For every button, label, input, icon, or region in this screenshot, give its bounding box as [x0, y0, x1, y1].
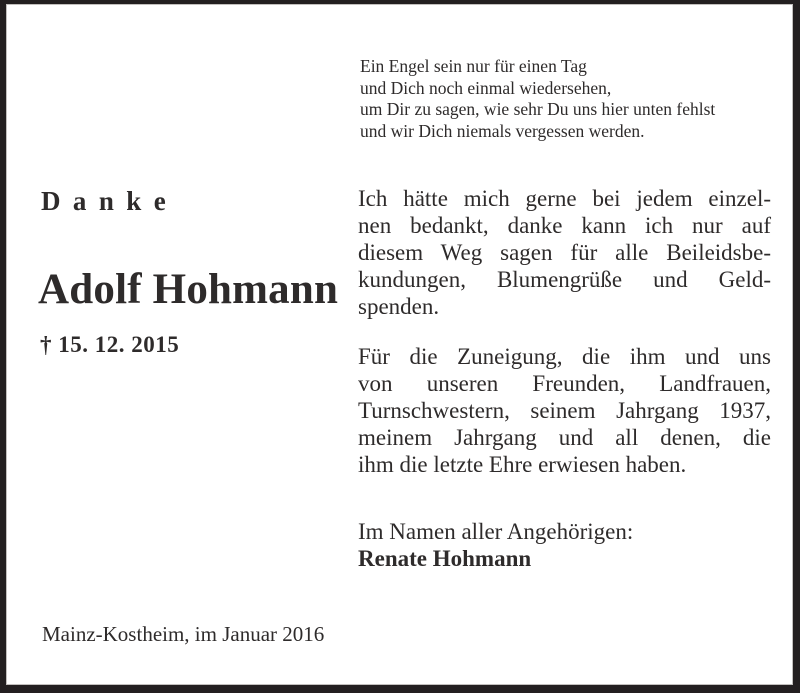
poem-line: und wir Dich niemals vergessen werden. [360, 120, 645, 141]
poem-line: Ein Engel sein nur für einen Tag [360, 56, 587, 76]
poem-line: und Dich noch einmal wiedersehen, [360, 77, 612, 98]
body-line: kundungen, Blumengrüße und Geld- [358, 267, 771, 292]
body-line: von unseren Freunden, Landfrauen, [358, 371, 771, 396]
body-line: meinem Jahrgang und all denen, die [358, 425, 771, 450]
poem [360, 56, 770, 142]
thanks-paragraph-2 [358, 343, 771, 478]
body-line: ihm die letzte Ehre erwiesen haben. [358, 452, 687, 477]
signature-name: Renate Hohmann [358, 546, 532, 571]
thanks-paragraph-1 [358, 185, 771, 320]
body-line: Turnschwestern, seinem Jahrgang 1937, [358, 398, 771, 423]
death-date: † 15. 12. 2015 [40, 332, 180, 357]
body-line: diesem Weg sagen für alle Beileidsbe- [358, 240, 771, 265]
body-line: spenden. [358, 294, 440, 319]
poem-line: um Dir zu sagen, wie sehr Du uns hier unten fehlst [360, 99, 716, 120]
deceased-name: Adolf Hohmann [38, 266, 339, 313]
closing-line: Im Namen aller Angehörigen: [358, 519, 634, 544]
danke-heading: Danke [41, 186, 179, 216]
body-line: Für die Zuneigung, die ihm und uns [358, 344, 771, 369]
body-line: nen bedankt, danke kann ich nur auf [358, 213, 771, 238]
body-line: Ich hätte mich gerne bei jedem einzel- [358, 186, 771, 211]
place-date-line: Mainz-Kostheim, im Januar 2016 [42, 622, 325, 646]
